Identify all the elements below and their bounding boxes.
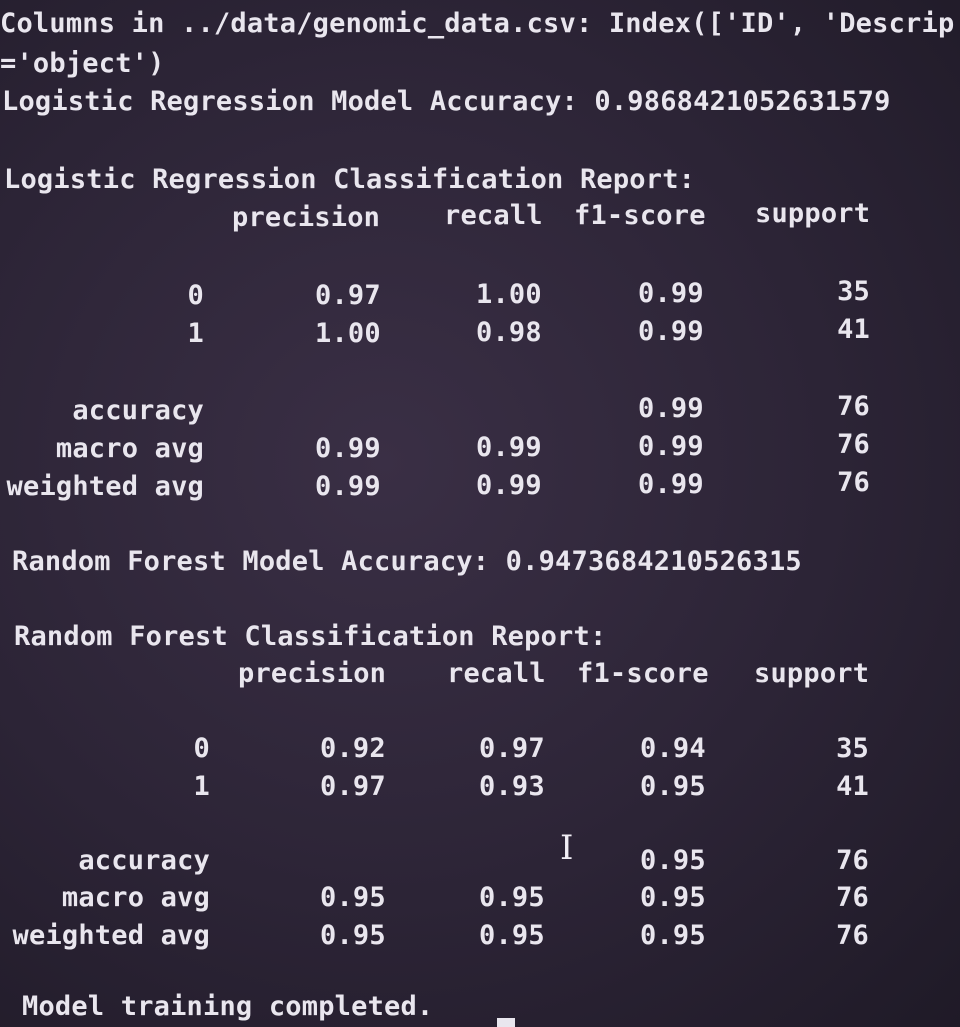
lr-row-label: 0 xyxy=(187,280,204,311)
rf-row-support: 35 xyxy=(836,733,869,764)
columns-line: Columns in ../data/genomic_data.csv: Index(['ID', 'Descrip xyxy=(0,8,955,39)
rf-row-precision: 0.92 xyxy=(320,733,386,764)
rf-summary-label: macro avg xyxy=(61,882,210,913)
lr-summary-support: 76 xyxy=(837,467,870,498)
lr-summary-recall: 0.99 xyxy=(476,470,542,501)
lr-row-f1: 0.99 xyxy=(638,316,704,347)
lr-row-precision: 1.00 xyxy=(315,318,381,349)
text-cursor-icon: I xyxy=(560,828,574,868)
lr-summary-label: accuracy xyxy=(72,395,204,426)
rf-summary-precision: 0.95 xyxy=(320,920,386,951)
lr-row-recall: 1.00 xyxy=(476,279,542,310)
lr-col-support: support xyxy=(755,198,871,229)
terminal-cursor xyxy=(497,1018,515,1027)
rf-row-support: 41 xyxy=(836,771,869,802)
lr-summary-support: 76 xyxy=(837,391,870,422)
rf-row-recall: 0.93 xyxy=(479,771,545,802)
rf-col-precision: precision xyxy=(238,658,387,689)
lr-report-title: Logistic Regression Classification Report: xyxy=(4,164,696,195)
rf-summary-support: 76 xyxy=(836,882,869,913)
dtype-line: ='object') xyxy=(0,48,165,79)
lr-summary-support: 76 xyxy=(837,429,870,460)
lr-row-recall: 0.98 xyxy=(476,317,542,348)
lr-row-support: 41 xyxy=(837,314,870,345)
rf-row-recall: 0.97 xyxy=(479,733,545,764)
rf-row-f1: 0.94 xyxy=(640,733,706,764)
lr-summary-f1: 0.99 xyxy=(638,469,704,500)
lr-accuracy-line: Logistic Regression Model Accuracy: 0.9868421052631579 xyxy=(2,86,891,117)
lr-summary-label: macro avg xyxy=(55,433,204,464)
rf-summary-recall: 0.95 xyxy=(479,882,545,913)
rf-col-recall: recall xyxy=(447,658,546,689)
lr-col-recall: recall xyxy=(444,200,543,231)
rf-col-f1: f1-score xyxy=(577,658,709,689)
rf-col-support: support xyxy=(754,658,870,689)
lr-row-label: 1 xyxy=(187,318,204,349)
rf-summary-f1: 0.95 xyxy=(640,845,706,876)
lr-summary-precision: 0.99 xyxy=(315,471,381,502)
rf-summary-label: weighted avg xyxy=(12,920,210,951)
rf-row-label: 1 xyxy=(193,771,210,802)
rf-summary-recall: 0.95 xyxy=(479,920,545,951)
lr-summary-f1: 0.99 xyxy=(638,393,704,424)
rf-accuracy-line: Random Forest Model Accuracy: 0.9473684210526315 xyxy=(12,546,802,577)
lr-summary-recall: 0.99 xyxy=(476,432,542,463)
lr-row-support: 35 xyxy=(837,276,870,307)
rf-summary-support: 76 xyxy=(836,920,869,951)
rf-row-precision: 0.97 xyxy=(320,771,386,802)
lr-summary-precision: 0.99 xyxy=(315,433,381,464)
lr-row-precision: 0.97 xyxy=(315,280,381,311)
lr-row-f1: 0.99 xyxy=(638,278,704,309)
lr-col-precision: precision xyxy=(232,202,381,233)
rf-summary-label: accuracy xyxy=(78,845,210,876)
rf-report-title: Random Forest Classification Report: xyxy=(14,621,607,652)
rf-row-label: 0 xyxy=(193,733,210,764)
status-line: Model training completed. xyxy=(22,991,434,1022)
lr-col-f1: f1-score xyxy=(574,200,706,231)
lr-summary-label: weighted avg xyxy=(6,471,204,502)
rf-summary-support: 76 xyxy=(836,845,869,876)
lr-summary-f1: 0.99 xyxy=(638,431,704,462)
rf-summary-f1: 0.95 xyxy=(640,920,706,951)
rf-summary-f1: 0.95 xyxy=(640,882,706,913)
rf-row-f1: 0.95 xyxy=(640,771,706,802)
rf-summary-precision: 0.95 xyxy=(320,882,386,913)
